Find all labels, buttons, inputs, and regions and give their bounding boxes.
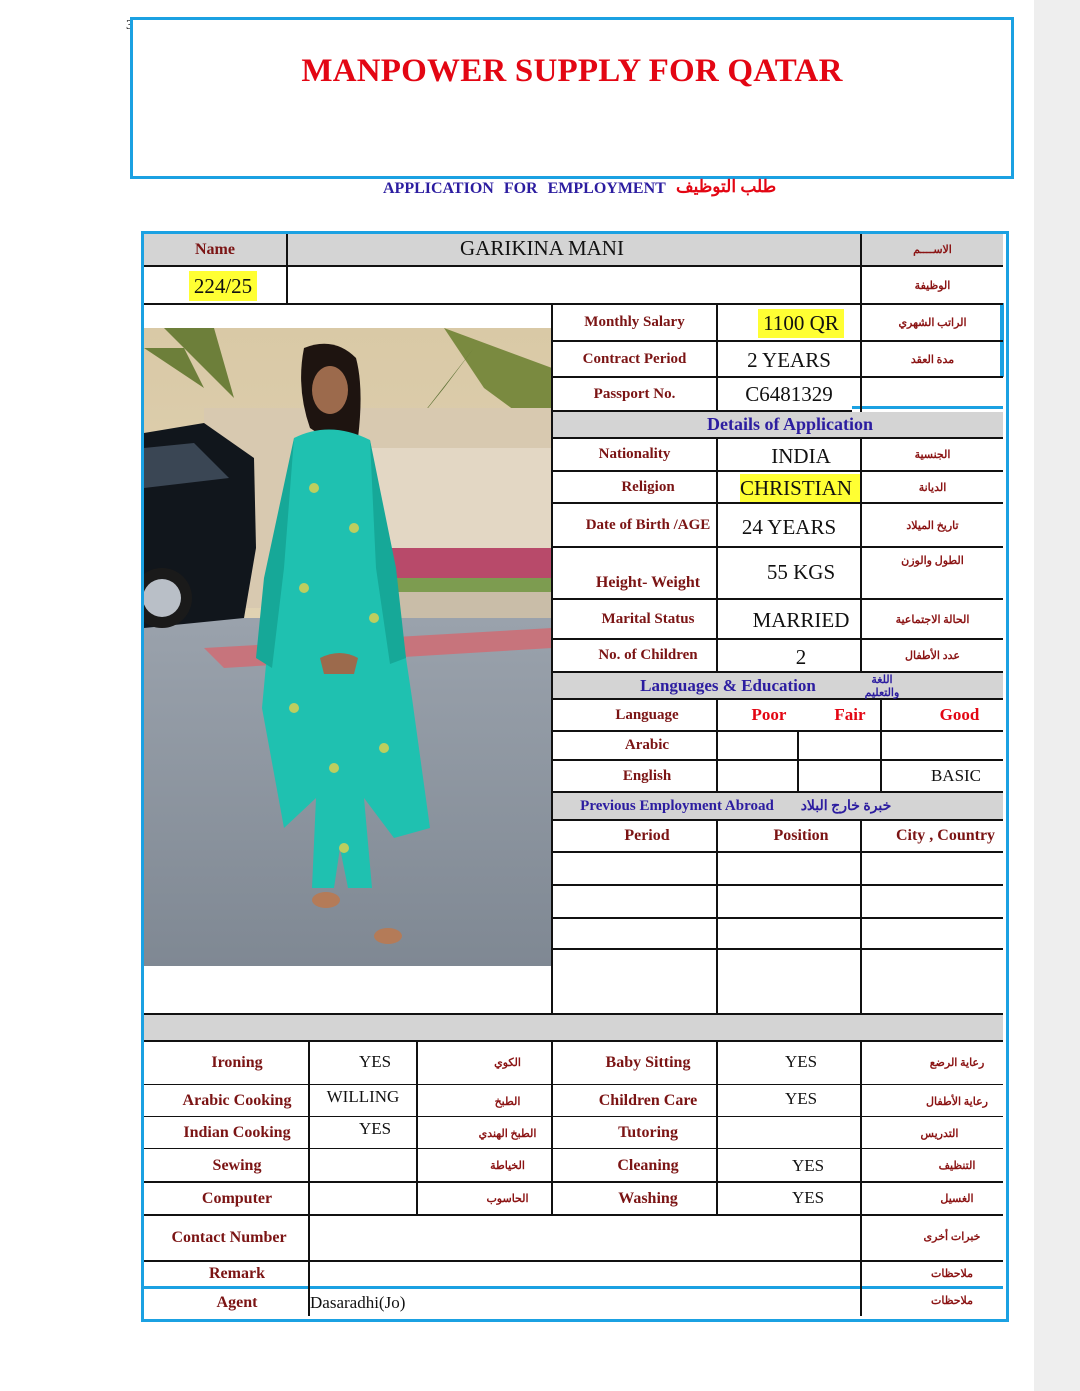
languages-header-arabic: اللغة والتعليم <box>864 673 900 699</box>
passport-value: C6481329 <box>745 381 833 406</box>
skill-ironing-label: Ironing <box>211 1054 263 1071</box>
marital-value: MARRIED <box>752 607 850 632</box>
grid-line <box>552 851 1003 853</box>
skill-arabic-cooking-label: Arabic Cooking <box>182 1092 292 1109</box>
grid-line <box>552 917 1003 919</box>
marital-arabic: الحالة الاجتماعية <box>895 613 970 626</box>
languages-header: Languages & Education <box>640 675 816 695</box>
grid-line <box>552 948 1003 950</box>
monthly-salary-label: Monthly Salary <box>584 314 685 330</box>
previous-employment-header: Previous Employment Abroad <box>580 797 774 814</box>
monthly-salary-value: 1100 QR <box>763 311 839 335</box>
skill-sewing-label: Sewing <box>212 1156 262 1174</box>
contact-number-arabic: خبرات أخرى <box>923 1230 981 1243</box>
poor-col-header: Poor <box>751 705 787 724</box>
religion-label: Religion <box>621 478 675 495</box>
contract-period-label: Contract Period <box>582 350 687 367</box>
viewer-gutter <box>1034 0 1080 1391</box>
skill-indian-cooking-label: Indian Cooking <box>183 1124 291 1141</box>
skill-baby-sitting-arabic: رعاية الرضع <box>929 1056 985 1069</box>
passport-label: Passport No. <box>593 385 676 402</box>
skill-computer-label: Computer <box>201 1189 273 1207</box>
nationality-label: Nationality <box>598 446 671 462</box>
form-subtitle: APPLICATION FOR EMPLOYMENT <box>383 180 666 197</box>
skill-children-care-value: YES <box>784 1089 818 1108</box>
language-row-arabic: Arabic <box>624 737 670 753</box>
previous-employment-header-arabic: خبرة خارج البلاد <box>800 798 892 814</box>
form-subtitle-arabic: طلب التوظيف <box>676 177 777 196</box>
skill-baby-sitting-label: Baby Sitting <box>605 1054 691 1071</box>
dob-arabic: تاريخ الميلاد <box>906 519 959 532</box>
position-arabic-label: الوظيفة <box>914 279 951 292</box>
skill-children-care-label: Children Care <box>598 1092 698 1109</box>
dob-label: Date of Birth /AGE <box>585 516 711 533</box>
skill-children-care-arabic: رعاية الأطفال <box>926 1095 988 1108</box>
skill-computer-arabic: الحاسوب <box>486 1193 529 1205</box>
name-label: Name <box>195 240 235 258</box>
height-weight-label: Height- Weight <box>595 574 701 591</box>
fair-col-header: Fair <box>834 705 866 724</box>
language-col-header: Language <box>615 706 679 723</box>
grid-line <box>797 730 799 792</box>
skill-washing-value: YES <box>791 1188 825 1207</box>
skill-cleaning-label: Cleaning <box>617 1156 679 1174</box>
children-label: No. of Children <box>598 647 698 663</box>
skill-arabic-cooking-value: WILLING <box>326 1087 400 1106</box>
religion-value: CHRISTIAN <box>740 475 853 500</box>
skill-baby-sitting-value: YES <box>784 1052 818 1071</box>
skill-washing-arabic: الغسيل <box>940 1193 974 1205</box>
grid-line <box>552 884 1003 886</box>
grid-line <box>144 1013 1003 1015</box>
height-weight-value: 55 KGS <box>766 559 836 584</box>
skill-cleaning-value: YES <box>791 1155 825 1175</box>
remark-label: Remark <box>209 1265 265 1282</box>
contract-period-arabic: مدة العقد <box>910 353 955 366</box>
remark-arabic: ملاحظات <box>931 1267 973 1280</box>
skill-ironing-value: YES <box>358 1052 392 1071</box>
skill-ironing-arabic: الكوي <box>494 1056 521 1069</box>
period-col-header: Period <box>624 827 670 844</box>
agent-value: Dasaradhi(Jo) <box>310 1292 406 1312</box>
arabic-good-value <box>882 732 1030 759</box>
skill-sewing-arabic: الخياطة <box>490 1160 525 1172</box>
contract-period-value: 2 YEARS <box>747 347 831 372</box>
children-arabic: عدد الأطفال <box>905 650 960 662</box>
skill-indian-cooking-arabic: الطبخ الهندي <box>478 1127 537 1140</box>
contact-number-value <box>310 1216 860 1260</box>
grid-line <box>144 1148 1003 1149</box>
page-mark: 3 <box>126 18 133 33</box>
grid-line <box>144 1116 1003 1117</box>
passport-row-accent <box>852 406 1003 409</box>
contact-number-label: Contact Number <box>171 1229 287 1246</box>
religion-arabic: الديانة <box>918 481 947 494</box>
name-arabic-label: الاســــم <box>913 244 952 256</box>
city-country-col-header: City , Country <box>895 827 996 844</box>
skill-tutoring-label: Tutoring <box>618 1124 678 1141</box>
skill-tutoring-arabic: التدريس <box>920 1127 959 1140</box>
nationality-arabic: الجنسية <box>914 449 951 461</box>
agent-label: Agent <box>216 1293 258 1311</box>
height-weight-arabic: الطول والوزن <box>901 554 964 567</box>
dob-value: 24 YEARS <box>741 514 837 539</box>
title-box <box>130 17 1014 179</box>
reference-number: 224/25 <box>193 273 253 298</box>
good-col-header: Good <box>939 705 980 724</box>
skill-cleaning-arabic: التنظيف <box>938 1160 976 1172</box>
monthly-salary-arabic: الراتب الشهري <box>898 317 967 329</box>
english-good-value: BASIC <box>930 766 982 785</box>
position-col-header: Position <box>773 827 829 844</box>
skill-washing-label: Washing <box>618 1189 678 1207</box>
details-header: Details of Application <box>706 414 873 434</box>
skill-indian-cooking-value: YES <box>358 1119 392 1138</box>
marital-label: Marital Status <box>601 610 695 627</box>
children-value: 2 <box>795 645 807 669</box>
language-row-english: English <box>622 767 672 784</box>
agent-arabic: ملاحظات <box>931 1294 973 1307</box>
skill-arabic-cooking-arabic: الطبخ <box>494 1095 521 1108</box>
page-title: MANPOWER SUPPLY FOR QATAR <box>301 53 843 89</box>
nationality-value: INDIA <box>771 444 831 468</box>
name-value: GARIKINA MANI <box>460 236 624 260</box>
